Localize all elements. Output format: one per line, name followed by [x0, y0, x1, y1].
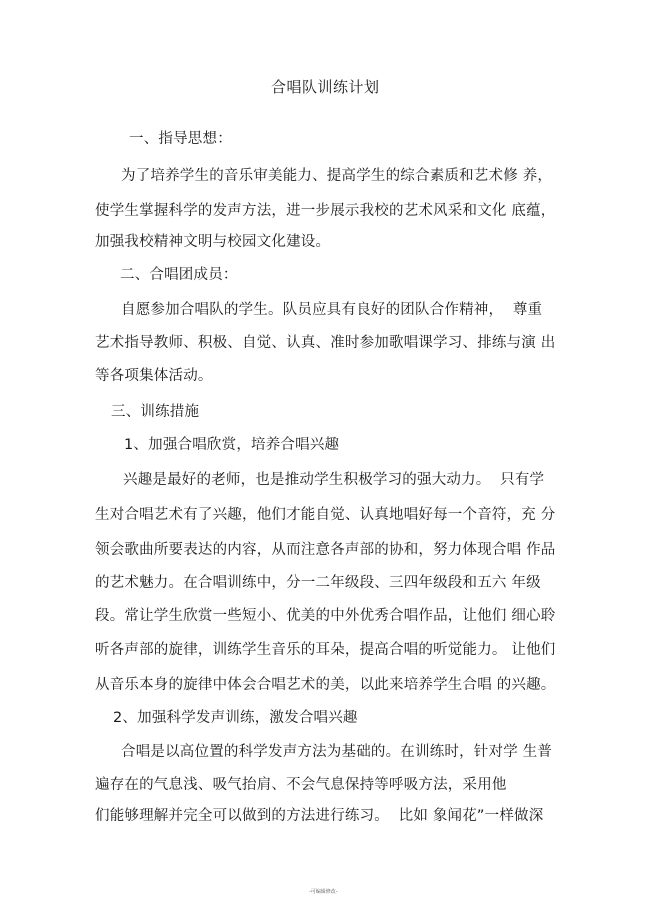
paragraph-line: 加强我校精神文明与校园文化建设。 — [95, 234, 331, 250]
paragraph-line: 等各项集体活动。 — [95, 368, 213, 384]
section-heading-2: 二、合唱团成员： — [120, 267, 238, 283]
paragraph-line: 合唱是以高位置的科学发声方法为基础的。在训练时，针对学 生普 — [121, 744, 553, 760]
paragraph-line: 为了培养学生的音乐审美能力、提高学生的综合素质和艺术修 养， — [121, 168, 553, 184]
page-footer: -可编辑修改- — [309, 889, 338, 895]
section-heading-3: 三、训练措施 — [111, 404, 200, 420]
document-title: 合唱队训练计划 — [271, 78, 380, 96]
paragraph-line: 自愿参加合唱队的学生。队员应具有良好的团队合作精神， 尊重 — [121, 302, 543, 318]
paragraph-line: 的艺术魅力。在合唱训练中，分一二年级段、三四年级段和五六 年级 — [95, 575, 541, 591]
section-heading-1: 一、指导思想： — [129, 131, 232, 147]
paragraph-line: 从音乐本身的旋律中体会合唱艺术的美，以此来培养学生合唱 的兴趣。 — [95, 677, 556, 693]
paragraph-line: 听各声部的旋律，训练学生音乐的耳朵，提高合唱的听觉能力。 让他们 — [95, 642, 556, 658]
paragraph-line: 生对合唱艺术有了兴趣，他们才能自觉、认真地唱好每一个音符，充 分 — [95, 507, 556, 523]
paragraph-line: 领会歌曲所要表达的内容，从而注意各声部的协和，努力体现合唱 作品 — [95, 542, 556, 558]
paragraph-line: 们能够理解并完全可以做到的方法进行练习。 比如 象闻花”一样做深 — [95, 808, 544, 824]
paragraph-line: 段。常让学生欣赏一些短小、优美的中外优秀合唱作品，让他们 细心聆 — [95, 608, 556, 624]
subsection-heading-1: 1、加强合唱欣赏，培养合唱兴趣 — [124, 437, 340, 453]
subsection-heading-2: 2、加强科学发声训练，激发合唱兴趣 — [113, 710, 358, 726]
paragraph-line: 兴趣是最好的老师，也是推动学生积极学习的强大动力。 只有学 — [123, 472, 545, 488]
paragraph-line: 使学生掌握科学的发声方法，进一步展示我校的艺术风采和文化 底蕴， — [95, 203, 556, 219]
paragraph-line: 遍存在的气息浅、吸气抬肩、不会气息保持等呼吸方法，采用他 — [95, 777, 507, 793]
paragraph-line: 艺术指导教师、积极、自觉、认真、准时参加歌唱课学习、排练与演 出 — [95, 335, 556, 351]
